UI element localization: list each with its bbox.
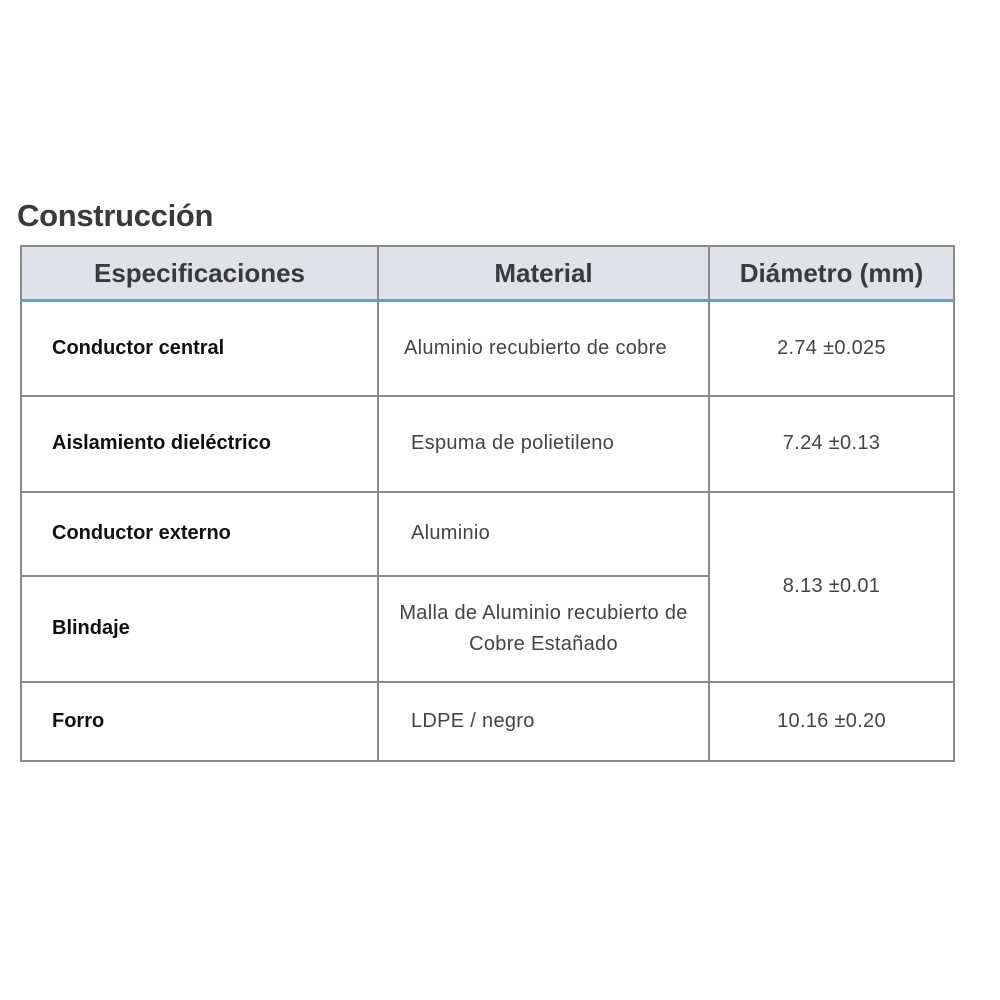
table-row [21, 301, 954, 396]
table-row [21, 682, 954, 761]
material-cell: LDPE / negro [378, 682, 709, 761]
diameter-cell-merged: 8.13 ±0.01 [709, 492, 954, 682]
section-title: Construcción [17, 198, 214, 233]
construction-table [20, 245, 955, 762]
material-cell: Espuma de polietileno [378, 396, 709, 492]
header-especificaciones: Especificaciones [21, 246, 378, 301]
header-diametro: Diámetro (mm) [709, 246, 954, 301]
material-cell [378, 576, 709, 682]
table-row [21, 396, 954, 492]
material-cell: Aluminio [378, 492, 709, 576]
material-line: Cobre Estañado [469, 632, 618, 655]
spec-name-cell: Conductor externo [21, 492, 378, 576]
material-cell: Aluminio recubierto de cobre [378, 301, 709, 396]
table-header-row [21, 246, 954, 301]
diameter-cell: 7.24 ±0.13 [709, 396, 954, 492]
spec-name-cell: Blindaje [21, 576, 378, 682]
diameter-cell: 10.16 ±0.20 [709, 682, 954, 761]
material-line: Malla de Aluminio recubierto de [399, 601, 688, 624]
table-row [21, 492, 954, 576]
spec-name-cell: Forro [21, 682, 378, 761]
header-material: Material [378, 246, 709, 301]
diameter-cell: 2.74 ±0.025 [709, 301, 954, 396]
spec-name-cell: Conductor central [21, 301, 378, 396]
spec-name-cell: Aislamiento dieléctrico [21, 396, 378, 492]
